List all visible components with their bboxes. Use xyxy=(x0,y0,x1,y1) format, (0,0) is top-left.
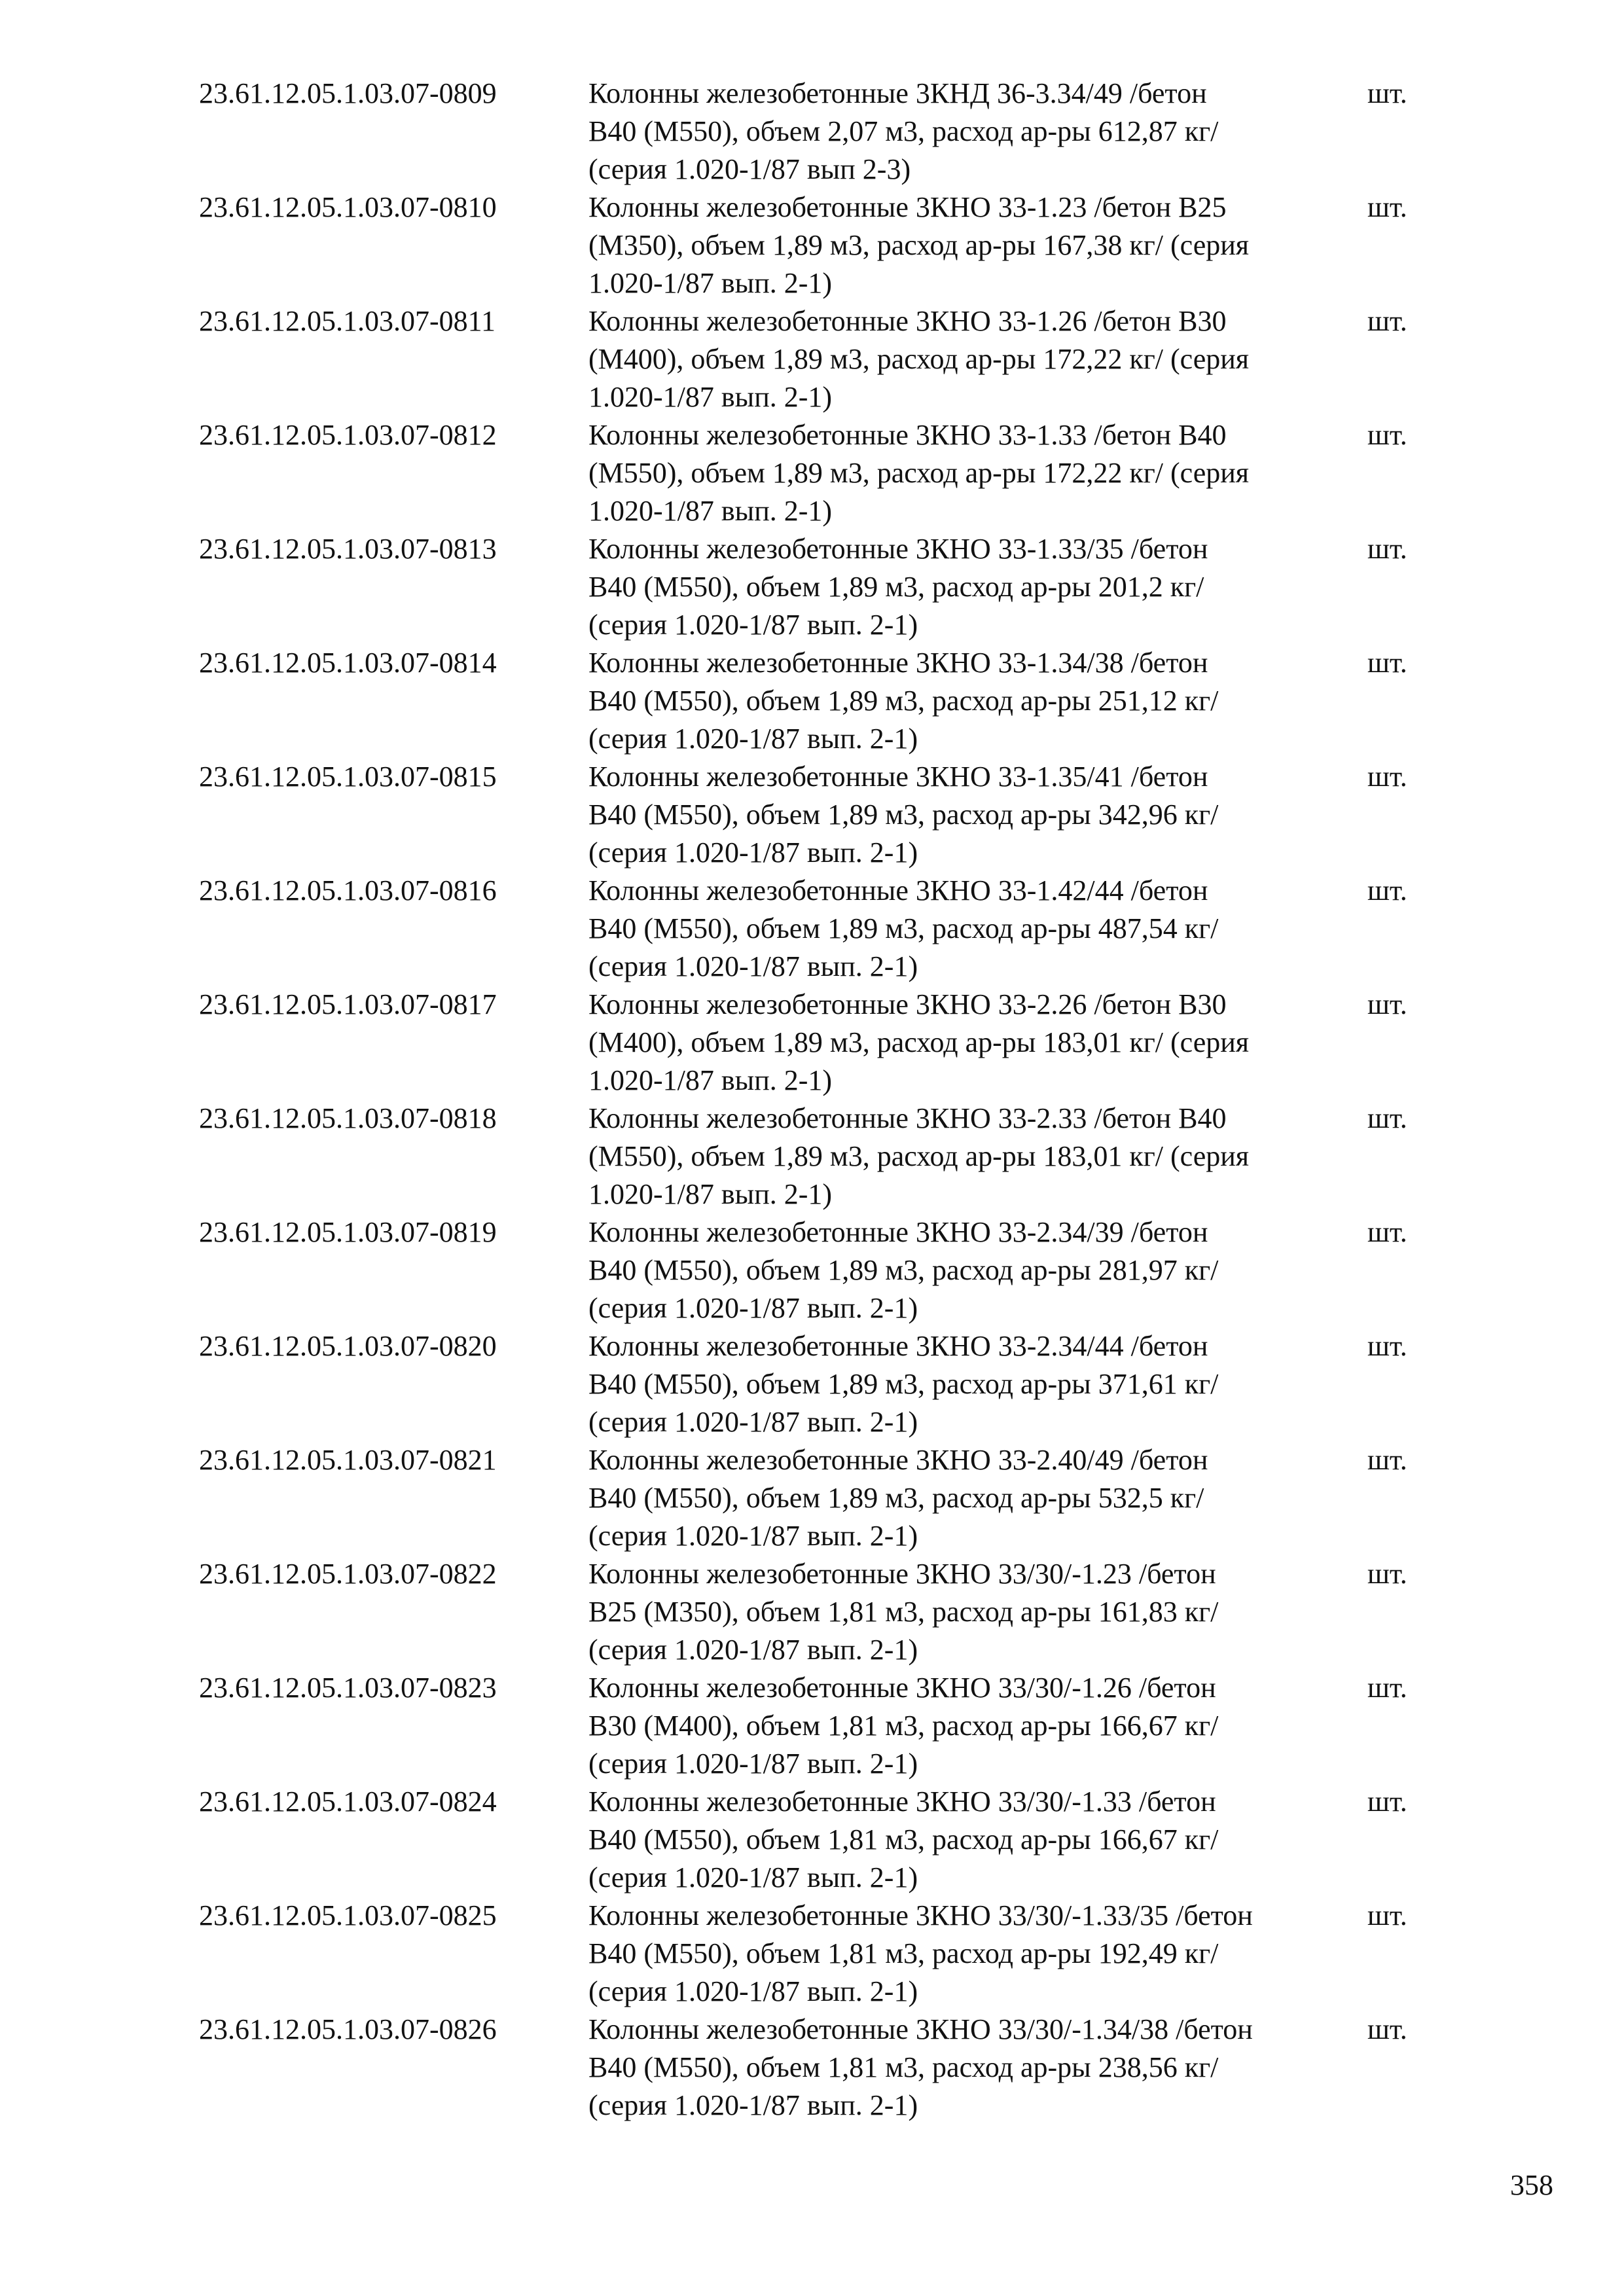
item-code: 23.61.12.05.1.03.07-0826 xyxy=(199,2013,497,2045)
list-item xyxy=(199,872,1443,986)
item-unit: шт. xyxy=(1367,1558,1407,1590)
item-description: Колонны железобетонные 3КНО 33-2.34/44 /бетон В40 (М550), объем 1,89 м3, расход ар-ры 371,61 кг/ (серия 1.020-1/87 вып. 2-1) xyxy=(588,1330,1219,1438)
item-description: Колонны железобетонные 3КНО 33/30/-1.23 /бетон В25 (М350), объем 1,81 м3, расход ар-ры 161,83 кг/ (серия 1.020-1/87 вып. 2-1) xyxy=(588,1558,1219,1666)
item-code: 23.61.12.05.1.03.07-0813 xyxy=(199,533,497,565)
item-description: Колонны железобетонные 3КНО 33-2.26 /бетон В30 (М400), объем 1,89 м3, расход ар-ры 183,01 кг/ (серия 1.020-1/87 вып. 2-1) xyxy=(588,988,1250,1096)
item-unit: шт. xyxy=(1367,874,1407,906)
item-unit: шт. xyxy=(1367,77,1407,109)
item-unit: шт. xyxy=(1367,1672,1407,1704)
list-item xyxy=(199,1669,1443,1783)
list-item xyxy=(199,1897,1443,2011)
list-item xyxy=(199,75,1443,188)
item-description: Колонны железобетонные 3КНО 33-2.33 /бетон В40 (М550), объем 1,89 м3, расход ар-ры 183,01 кг/ (серия 1.020-1/87 вып. 2-1) xyxy=(588,1102,1250,1210)
item-code: 23.61.12.05.1.03.07-0818 xyxy=(199,1102,497,1134)
list-item xyxy=(199,1100,1443,1213)
item-code: 23.61.12.05.1.03.07-0822 xyxy=(199,1558,497,1590)
item-description: Колонны железобетонные 3КНД 36-3.34/49 /бетон В40 (М550), объем 2,07 м3, расход ар-ры 612,87 кг/ (серия 1.020-1/87 вып 2-3) xyxy=(588,77,1219,185)
item-unit: шт. xyxy=(1367,988,1407,1020)
item-code: 23.61.12.05.1.03.07-0815 xyxy=(199,761,497,793)
item-unit: шт. xyxy=(1367,1102,1407,1134)
item-code: 23.61.12.05.1.03.07-0810 xyxy=(199,191,497,223)
item-description: Колонны железобетонные 3КНО 33-1.33 /бетон В40 (М550), объем 1,89 м3, расход ар-ры 172,22 кг/ (серия 1.020-1/87 вып. 2-1) xyxy=(588,419,1250,527)
list-item xyxy=(199,758,1443,872)
item-code: 23.61.12.05.1.03.07-0820 xyxy=(199,1330,497,1362)
list-item xyxy=(199,188,1443,302)
item-description: Колонны железобетонные 3КНО 33-1.35/41 /бетон В40 (М550), объем 1,89 м3, расход ар-ры 342,96 кг/ (серия 1.020-1/87 вып. 2-1) xyxy=(588,761,1219,869)
item-unit: шт. xyxy=(1367,1330,1407,1362)
list-item xyxy=(199,416,1443,530)
item-unit: шт. xyxy=(1367,305,1407,337)
list-item xyxy=(199,1783,1443,1897)
item-code: 23.61.12.05.1.03.07-0812 xyxy=(199,419,497,451)
item-unit: шт. xyxy=(1367,761,1407,793)
item-code: 23.61.12.05.1.03.07-0821 xyxy=(199,1444,497,1476)
list-item xyxy=(199,986,1443,1100)
item-code: 23.61.12.05.1.03.07-0809 xyxy=(199,77,497,109)
item-description: Колонны железобетонные 3КНО 33/30/-1.33 /бетон В40 (М550), объем 1,81 м3, расход ар-ры 166,67 кг/ (серия 1.020-1/87 вып. 2-1) xyxy=(588,1785,1219,1893)
list-item xyxy=(199,302,1443,416)
item-unit: шт. xyxy=(1367,1216,1407,1248)
item-description: Колонны железобетонные 3КНО 33-1.26 /бетон В30 (М400), объем 1,89 м3, расход ар-ры 172,22 кг/ (серия 1.020-1/87 вып. 2-1) xyxy=(588,305,1250,413)
item-description: Колонны железобетонные 3КНО 33-2.40/49 /бетон В40 (М550), объем 1,89 м3, расход ар-ры 532,5 кг/ (серия 1.020-1/87 вып. 2-1) xyxy=(588,1444,1208,1552)
price-list xyxy=(199,75,1443,2125)
item-unit: шт. xyxy=(1367,2013,1407,2045)
item-code: 23.61.12.05.1.03.07-0816 xyxy=(199,874,497,906)
list-item xyxy=(199,1213,1443,1327)
item-code: 23.61.12.05.1.03.07-0811 xyxy=(199,305,496,337)
item-unit: шт. xyxy=(1367,1444,1407,1476)
list-item xyxy=(199,1555,1443,1669)
item-code: 23.61.12.05.1.03.07-0824 xyxy=(199,1785,497,1818)
item-description: Колонны железобетонные 3КНО 33/30/-1.34/38 /бетон В40 (М550), объем 1,81 м3, расход ар-ры 238,56 кг/ (серия 1.020-1/87 вып. 2-1) xyxy=(588,2013,1253,2121)
item-unit: шт. xyxy=(1367,1899,1407,1931)
item-description: Колонны железобетонные 3КНО 33-1.33/35 /бетон В40 (М550), объем 1,89 м3, расход ар-ры 201,2 кг/ (серия 1.020-1/87 вып. 2-1) xyxy=(588,533,1208,641)
item-unit: шт. xyxy=(1367,419,1407,451)
item-code: 23.61.12.05.1.03.07-0814 xyxy=(199,647,497,679)
list-item xyxy=(199,1327,1443,1441)
item-description: Колонны железобетонные 3КНО 33/30/-1.26 /бетон В30 (М400), объем 1,81 м3, расход ар-ры 166,67 кг/ (серия 1.020-1/87 вып. 2-1) xyxy=(588,1672,1219,1780)
item-unit: шт. xyxy=(1367,533,1407,565)
item-code: 23.61.12.05.1.03.07-0823 xyxy=(199,1672,497,1704)
list-item xyxy=(199,530,1443,644)
item-unit: шт. xyxy=(1367,1785,1407,1818)
item-description: Колонны железобетонные 3КНО 33-1.42/44 /бетон В40 (М550), объем 1,89 м3, расход ар-ры 487,54 кг/ (серия 1.020-1/87 вып. 2-1) xyxy=(588,874,1219,982)
item-code: 23.61.12.05.1.03.07-0817 xyxy=(199,988,497,1020)
item-description: Колонны железобетонные 3КНО 33-1.23 /бетон В25 (М350), объем 1,89 м3, расход ар-ры 167,38 кг/ (серия 1.020-1/87 вып. 2-1) xyxy=(588,191,1250,299)
item-description: Колонны железобетонные 3КНО 33-1.34/38 /бетон В40 (М550), объем 1,89 м3, расход ар-ры 251,12 кг/ (серия 1.020-1/87 вып. 2-1) xyxy=(588,647,1219,755)
item-unit: шт. xyxy=(1367,647,1407,679)
list-item xyxy=(199,644,1443,758)
item-code: 23.61.12.05.1.03.07-0819 xyxy=(199,1216,497,1248)
item-description: Колонны железобетонные 3КНО 33-2.34/39 /бетон В40 (М550), объем 1,89 м3, расход ар-ры 281,97 кг/ (серия 1.020-1/87 вып. 2-1) xyxy=(588,1216,1219,1324)
item-code: 23.61.12.05.1.03.07-0825 xyxy=(199,1899,497,1931)
list-item xyxy=(199,2011,1443,2125)
page-number: 358 xyxy=(1510,2169,1553,2201)
item-description: Колонны железобетонные 3КНО 33/30/-1.33/35 /бетон В40 (М550), объем 1,81 м3, расход ар-ры 192,49 кг/ (серия 1.020-1/87 вып. 2-1) xyxy=(588,1899,1253,2007)
item-unit: шт. xyxy=(1367,191,1407,223)
list-item xyxy=(199,1441,1443,1555)
